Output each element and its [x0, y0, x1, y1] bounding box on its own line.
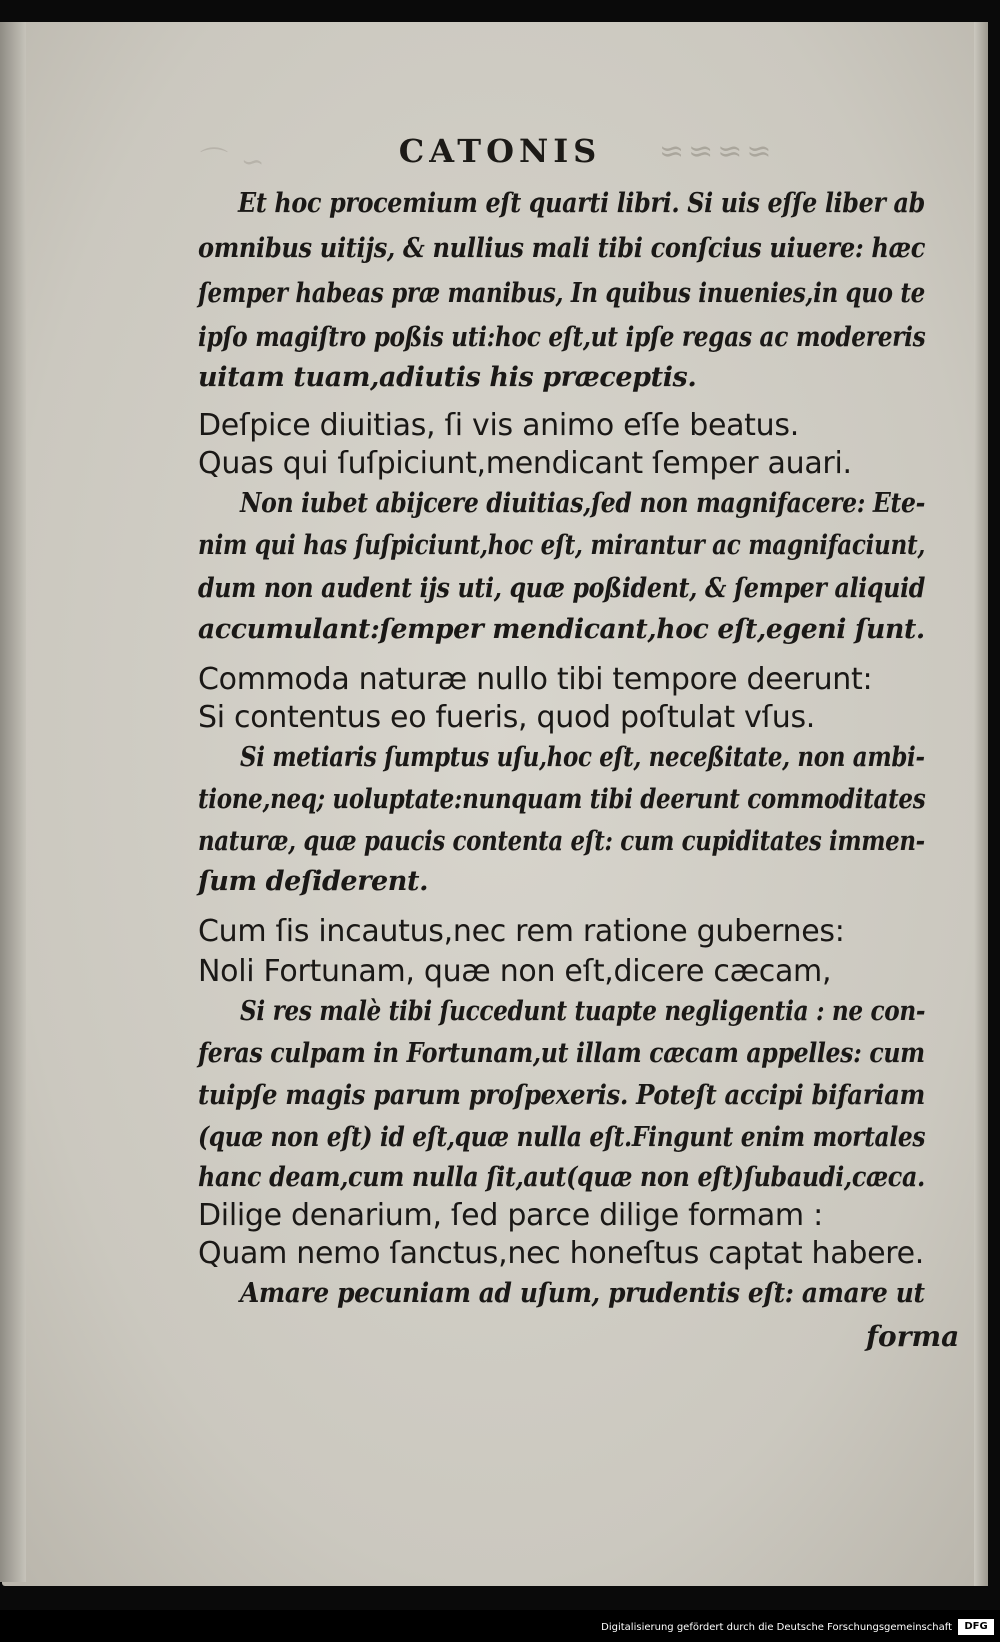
footer-credit: Digitalisierung gefördert durch die Deutsche Forschungsgemeinschaft: [601, 1622, 952, 1633]
text-line: Et hoc procemium eſt quarti libri. Si uis eſſe liber ab: [238, 188, 925, 219]
text-line: ſum deſiderent.: [198, 866, 429, 897]
text-line: nim qui has ſuſpiciunt,hoc eſt, mirantur ac magnifaciunt,: [198, 530, 926, 561]
dfg-logo: DFG: [958, 1619, 994, 1635]
text-line: (quæ non eſt) id eſt,quæ nulla eſt.Fingunt enim mortales: [198, 1122, 926, 1153]
text-line: Non iubet abijcere diuitias,ſed non magnifacere: Ete-: [240, 488, 926, 519]
text-line: omnibus uitijs, & nullius mali tibi conſcius uiuere: hæc: [198, 233, 926, 264]
text-line: Amare pecuniam ad uſum, prudentis eſt: amare ut: [240, 1278, 925, 1309]
verse-line: Quas qui ſuſpiciunt,mendicant ſemper auari.: [198, 446, 852, 481]
text-line: uitam tuam,adiutis his præceptis.: [198, 362, 697, 393]
verse-line: Si contentus eo fueris, quod poſtulat vſus.: [198, 700, 816, 735]
text-line: Si res malè tibi ſuccedunt tuapte negligentia : ne con-: [240, 996, 926, 1027]
show-through-mark: ≈≈≈≈: [655, 134, 772, 169]
text-line: Si metiaris ſumptus uſu,hoc eſt, neceßitate, non ambi-: [240, 742, 925, 773]
verse-line: Quam nemo ſanctus,nec honeſtus captat habere.: [198, 1236, 925, 1271]
text-line: dum non audent ijs uti, quæ poßident, & ſemper aliquid: [198, 573, 926, 604]
text-line: feras culpam in Fortunam,ut illam cæcam appelles: cum: [198, 1038, 925, 1069]
verse-line: Dilige denarium, ſed parce dilige formam :: [198, 1198, 823, 1233]
catchword: forma: [866, 1320, 960, 1353]
verse-line: Cum ſis incautus,nec rem ratione gubernes:: [198, 914, 845, 949]
show-through-mark: ~ ⌒: [198, 145, 265, 178]
text-line: tuipſe magis parum proſpexeris. Poteſt accipi bifariam: [198, 1080, 925, 1111]
page-header: CATONIS: [398, 132, 602, 170]
text-line: ſemper habeas præ manibus, In quibus inuenies,in quo te: [198, 278, 925, 309]
text-line: ipſo magiſtro poßis uti:hoc eſt,ut ipſe regas ac modereris: [198, 322, 926, 353]
text-line: hanc deam,cum nulla ſit,aut(quæ non eſt)ſubaudi,cæca.: [198, 1162, 925, 1193]
verse-line: Commoda naturæ nullo tibi tempore deerunt:: [198, 662, 873, 697]
verse-line: Deſpice diuitias, ſi vis animo eſſe beatus.: [198, 408, 799, 443]
verse-line: Noli Fortunam, quæ non eſt,dicere cæcam,: [198, 954, 832, 989]
text-line: accumulant:ſemper mendicant,hoc eſt,egeni ſunt.: [198, 614, 925, 645]
text-line: tione,neq; uoluptate:nunquam tibi deerunt commoditates: [198, 784, 926, 815]
text-line: naturæ, quæ paucis contenta eſt: cum cupiditates immen-: [198, 826, 925, 857]
